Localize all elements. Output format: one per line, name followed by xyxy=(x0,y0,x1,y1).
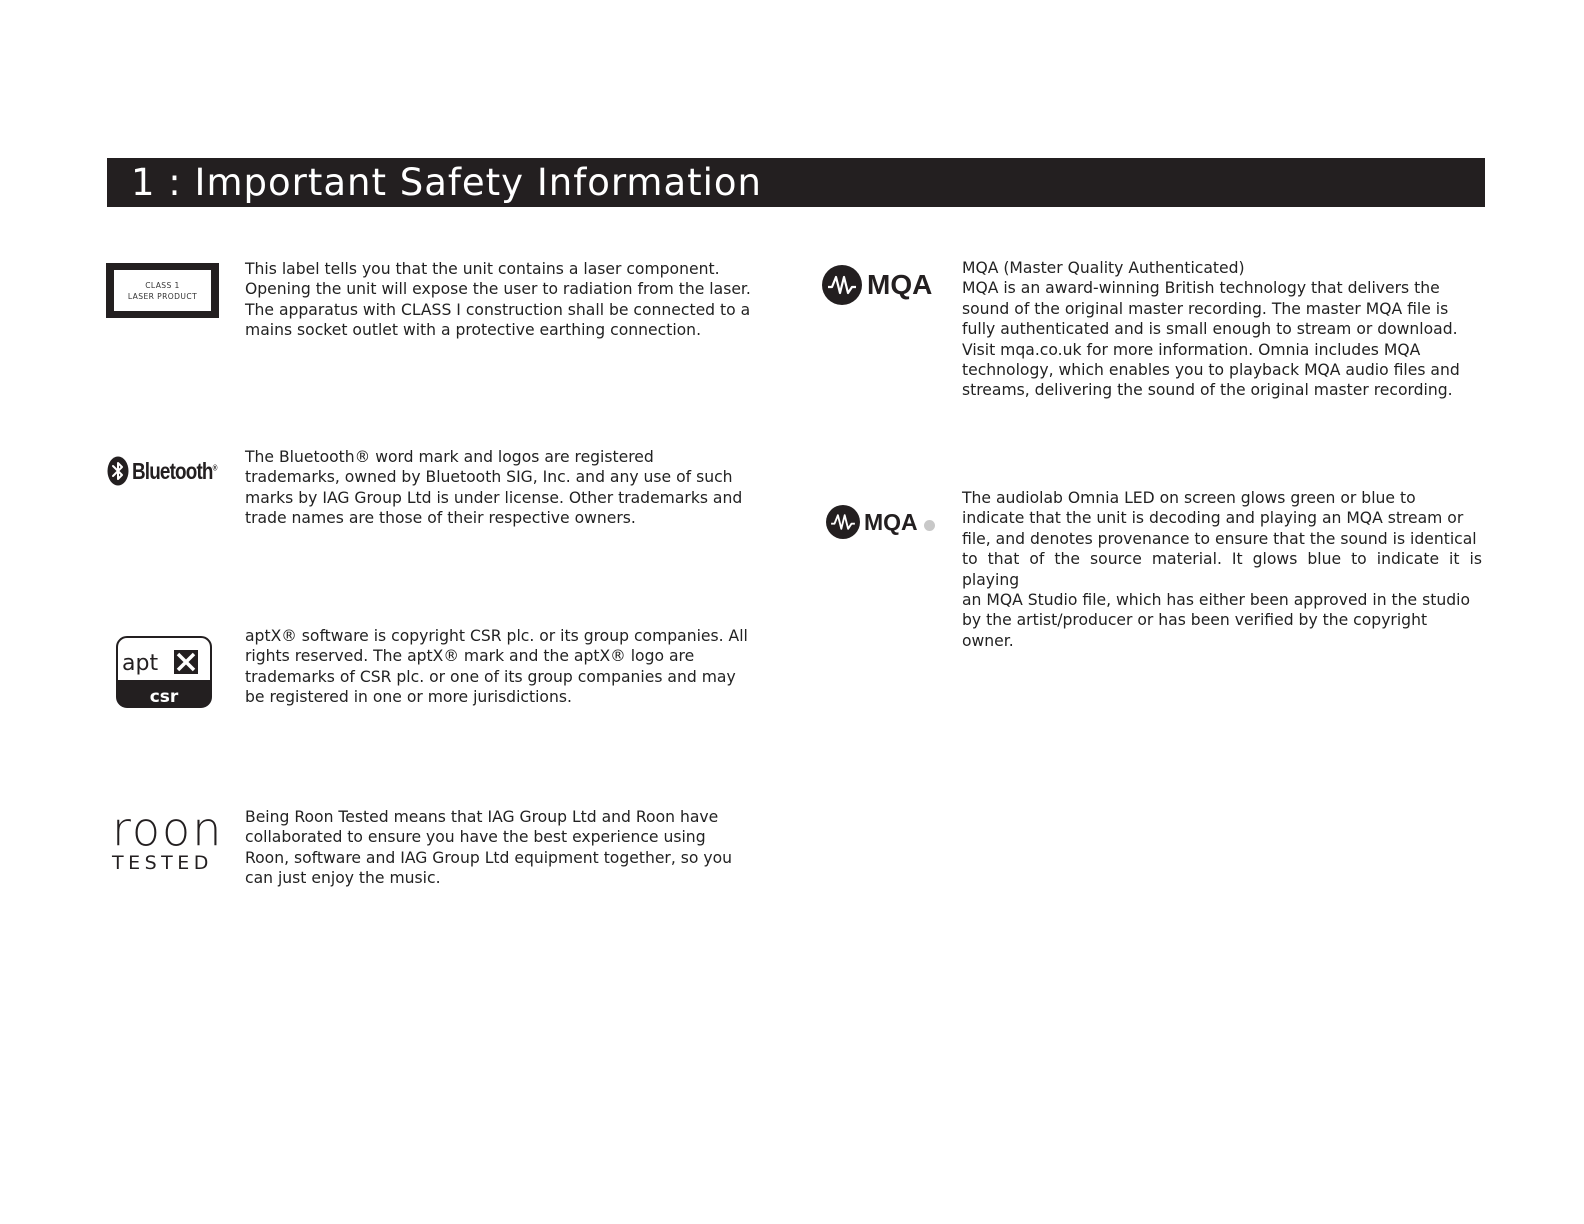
mqa-paragraph xyxy=(962,258,1482,401)
text-line: MQA is an award-winning British technology that delivers the xyxy=(962,279,1440,298)
aptx-wordmark: apt xyxy=(122,651,159,676)
bluetooth-wordmark: Bluetooth® xyxy=(132,457,217,484)
text-line: owner. xyxy=(962,631,1014,650)
mqa-led-logo xyxy=(826,505,935,539)
text-line: streams, delivering the sound of the original master recording. xyxy=(962,381,1453,400)
text-line: be registered in one or more jurisdictions. xyxy=(245,688,572,707)
text-line: collaborated to ensure you have the best experience using xyxy=(245,828,706,847)
bluetooth-icon xyxy=(107,456,129,486)
text-line: The audiolab Omnia LED on screen glows green or blue to xyxy=(962,489,1416,507)
text-line: trademarks, owned by Bluetooth SIG, Inc. and any use of such xyxy=(245,468,733,487)
text-line: marks by IAG Group Ltd is under license. Other trademarks and xyxy=(245,488,743,507)
text-line: mains socket outlet with a protective earthing connection. xyxy=(245,321,702,340)
text-line: an MQA Studio file, which has either been approved in the studio xyxy=(962,591,1470,610)
page-title: 1 : Important Safety Information xyxy=(107,158,1485,207)
text-line: technology, which enables you to playback MQA audio files and xyxy=(962,361,1460,380)
text-line: The Bluetooth® word mark and logos are registered xyxy=(245,448,654,466)
mqa-wordmark: MQA xyxy=(867,269,933,300)
text-line: Visit mqa.co.uk for more information. Omnia includes MQA xyxy=(962,340,1421,359)
text-line: sound of the original master recording. The master MQA file is xyxy=(962,299,1449,318)
csr-wordmark: csr xyxy=(149,687,179,707)
roon-tested-label: TESTED xyxy=(112,852,213,874)
text-line: trade names are those of their respective owners. xyxy=(245,509,636,528)
laser-label-class: CLASS 1 xyxy=(145,280,180,290)
roon-tested-logo xyxy=(112,802,224,874)
text-line: This label tells you that the unit contains a laser component. xyxy=(245,260,720,278)
aptx-paragraph xyxy=(245,626,757,708)
laser-paragraph xyxy=(245,259,757,341)
text-line: MQA (Master Quality Authenticated) xyxy=(962,259,1245,277)
aptx-csr-logo xyxy=(116,636,212,708)
text-line: aptX® software is copyright CSR plc. or its group companies. All xyxy=(245,627,748,645)
text-line: Opening the unit will expose the user to radiation from the laser. xyxy=(245,280,751,299)
bluetooth-paragraph xyxy=(245,447,757,529)
text-line: file, and denotes provenance to ensure that the sound is identical xyxy=(962,529,1477,548)
mqa-led-paragraph xyxy=(962,488,1482,651)
text-line: by the artist/producer or has been verified by the copyright xyxy=(962,611,1428,630)
mqa-wave-icon xyxy=(822,265,862,305)
laser-label-product: LASER PRODUCT xyxy=(127,291,198,301)
text-line: indicate that the unit is decoding and playing an MQA stream or xyxy=(962,509,1464,528)
text-line: to that of the source material. It glows blue to indicate it is playing xyxy=(962,550,1482,589)
text-line: rights reserved. The aptX® mark and the aptX® logo are xyxy=(245,647,695,666)
text-line: fully authenticated and is small enough to stream or download. xyxy=(962,320,1458,339)
bluetooth-logo xyxy=(107,455,235,487)
text-line: can just enjoy the music. xyxy=(245,869,441,888)
mqa-wave-icon xyxy=(826,505,860,539)
text-line: trademarks of CSR plc. or one of its group companies and may xyxy=(245,667,736,686)
text-line: Being Roon Tested means that IAG Group Ltd and Roon have xyxy=(245,808,719,826)
text-line: Roon, software and IAG Group Ltd equipment together, so you xyxy=(245,848,733,867)
laser-product-label xyxy=(106,263,219,318)
text-line: The apparatus with CLASS I construction shall be connected to a xyxy=(245,300,751,319)
led-indicator-icon xyxy=(924,520,935,531)
mqa-logo xyxy=(822,265,932,305)
roon-wordmark: roon xyxy=(112,802,224,856)
roon-paragraph xyxy=(245,807,757,889)
mqa-led-wordmark: MQA xyxy=(864,508,918,535)
